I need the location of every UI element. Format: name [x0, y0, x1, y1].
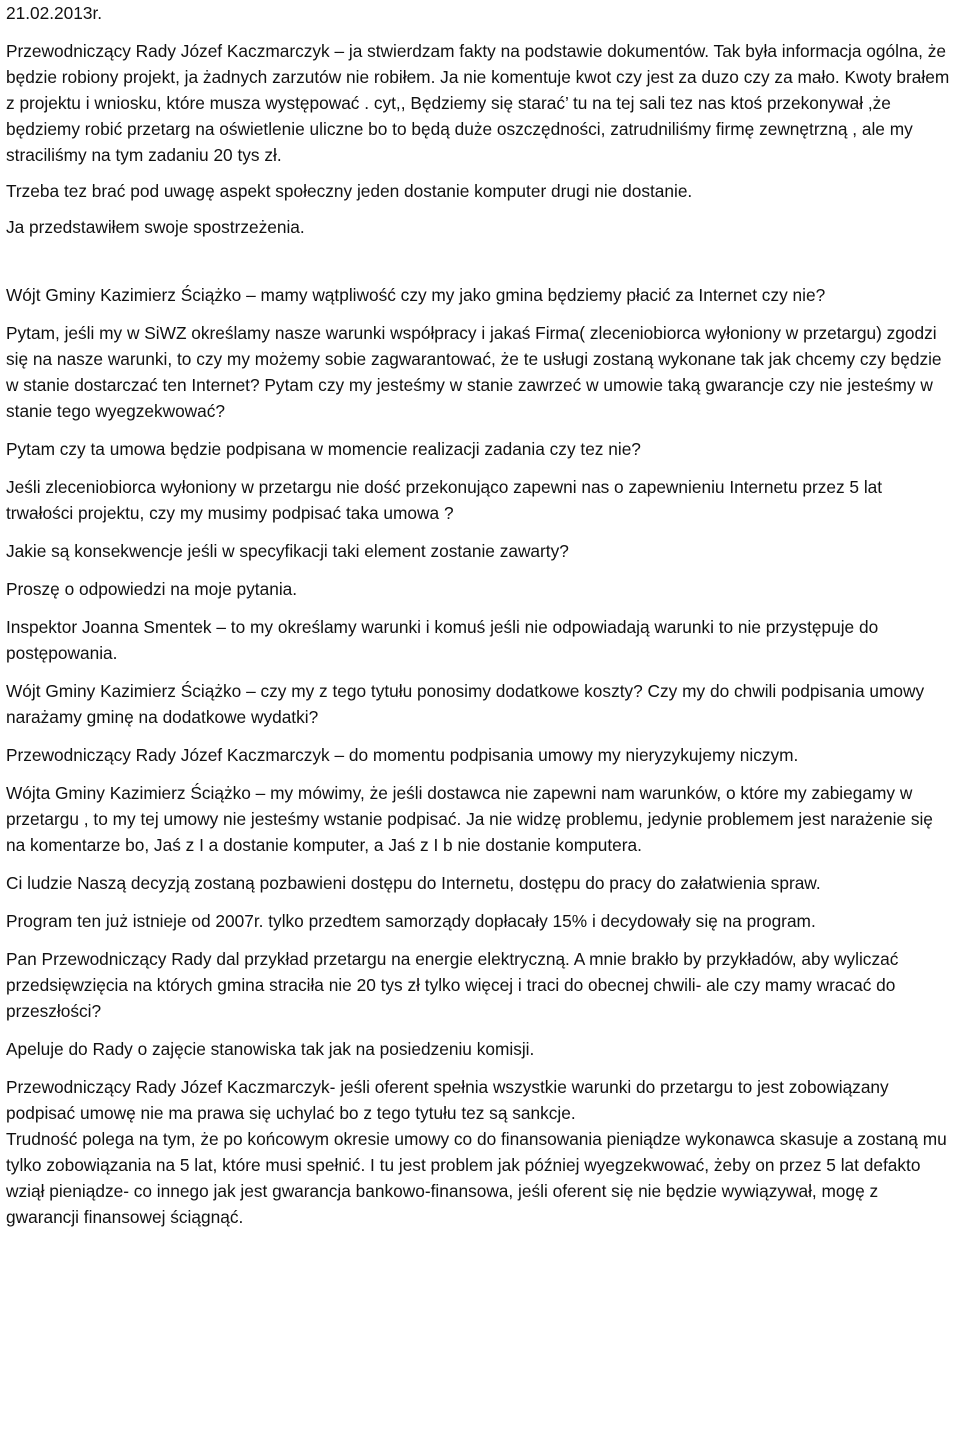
paragraph: Ci ludzie Naszą decyzją zostaną pozbawieni dostępu do Internetu, dostępu do pracy do załatwienia spraw. — [6, 873, 821, 893]
paragraph: Pytam czy ta umowa będzie podpisana w momencie realizacji zadania czy tez nie? — [6, 439, 641, 459]
paragraph: Pan Przewodniczący Rady dal przykład przetargu na energie elektryczną. A mnie brakło by przykładów, aby wyliczać przedsięwzięcia na których gmina straciła nie 20 tys zł tylko więcej i traci do obecnej chwili- ale czy mamy wracać do przeszłości? — [6, 949, 899, 1021]
paragraph: Trudność polega na tym, że po końcowym okresie umowy co do finansowania pieniądze wykonawca skasuje a zostaną mu tylko zobowiązania na 5 lat, które musi spełnić. I tu jest problem jak później wyegzekwować, żeby on przez 5 lat defakto wziął pieniądze- co innego jak jest gwarancja bankowo-finansowa, jeśli oferent się nie będzie wywiązywał, mogę z gwarancji finansowej ściągnąć. — [6, 1129, 947, 1227]
paragraph: Przewodniczący Rady Józef Kaczmarczyk – ja stwierdzam fakty na podstawie dokumentów. Tak była informacja ogólna, że będzie robiony projekt, ja żadnych zarzutów nie robiłem. Ja nie komentuje kwot czy jest za duzo czy za mało. Kwoty brałem z projektu i wniosku, które musza występować . cyt,, Będziemy się starać’ tu na tej sali tez nas ktoś przekonywał ,że będziemy robić przetarg na oświetlenie uliczne bo to będą duże oszczędności, zatrudniliśmy firmę zewnętrzną , ale my straciliśmy na tym zadaniu 20 tys zł. — [6, 41, 950, 165]
paragraph: Pytam, jeśli my w SiWZ określamy nasze warunki współpracy i jakaś Firma( zleceniobiorca wyłoniony w przetargu) zgodzi się na nasze warunki, to czy my możemy sobie zagwarantować, że te usługi zostaną wykonane tak jak chcemy czy będzie w stanie dostarczać ten Internet? Pytam czy my jesteśmy w stanie zawrzeć w umowie taką gwarancje czy nie jesteśmy w stanie tego wyegzekwować? — [6, 323, 942, 421]
paragraph: Jakie są konsekwencje jeśli w specyfikacji taki element zostanie zawarty? — [6, 541, 569, 561]
paragraph: Wójta Gminy Kazimierz Ściążko – my mówimy, że jeśli dostawca nie zapewni nam warunków, o które my zabiegamy w przetargu , to my tej umowy nie jesteśmy wstanie podpisać. Ja nie widzę problemu, jedynie problemem jest narażenie się na komentarze bo, Jaś z I a dostanie komputer, a Jaś z I b nie dostanie komputera. — [6, 783, 933, 855]
paragraph: Program ten już istnieje od 2007r. tylko przedtem samorządy dopłacały 15% i decydowały się na program. — [6, 911, 816, 931]
paragraph: Jeśli zleceniobiorca wyłoniony w przetargu nie dość przekonująco zapewni nas o zapewnieniu Internetu przez 5 lat trwałości projektu, czy my musimy podpisać taka umowa ? — [6, 477, 883, 523]
paragraph: Wójt Gminy Kazimierz Ściążko – mamy wątpliwość czy my jako gmina będziemy płacić za Internet czy nie? — [6, 285, 826, 305]
paragraph: Przewodniczący Rady Józef Kaczmarczyk – do momentu podpisania umowy my nieryzykujemy niczym. — [6, 745, 799, 765]
paragraph: Apeluje do Rady o zajęcie stanowiska tak jak na posiedzeniu komisji. — [6, 1039, 535, 1059]
paragraph: Proszę o odpowiedzi na moje pytania. — [6, 579, 298, 599]
paragraph: Wójt Gminy Kazimierz Ściążko – czy my z tego tytułu ponosimy dodatkowe koszty? Czy my do chwili podpisania umowy narażamy gminę na dodatkowe wydatki? — [6, 681, 925, 727]
paragraph: Trzeba tez brać pod uwagę aspekt społeczny jeden dostanie komputer drugi nie dostanie. — [6, 181, 693, 201]
paragraph: Inspektor Joanna Smentek – to my określamy warunki i komuś jeśli nie odpowiadają warunki to nie przystępuje do postępowania. — [6, 617, 879, 663]
document-date: 21.02.2013r. — [6, 3, 103, 23]
paragraph: Przewodniczący Rady Józef Kaczmarczyk- jeśli oferent spełnia wszystkie warunki do przetargu to jest zobowiązany podpisać umowę nie ma prawa się uchylać bo z tego tytułu tez są sankcje. — [6, 1077, 889, 1123]
paragraph: Ja przedstawiłem swoje spostrzeżenia. — [6, 217, 305, 237]
